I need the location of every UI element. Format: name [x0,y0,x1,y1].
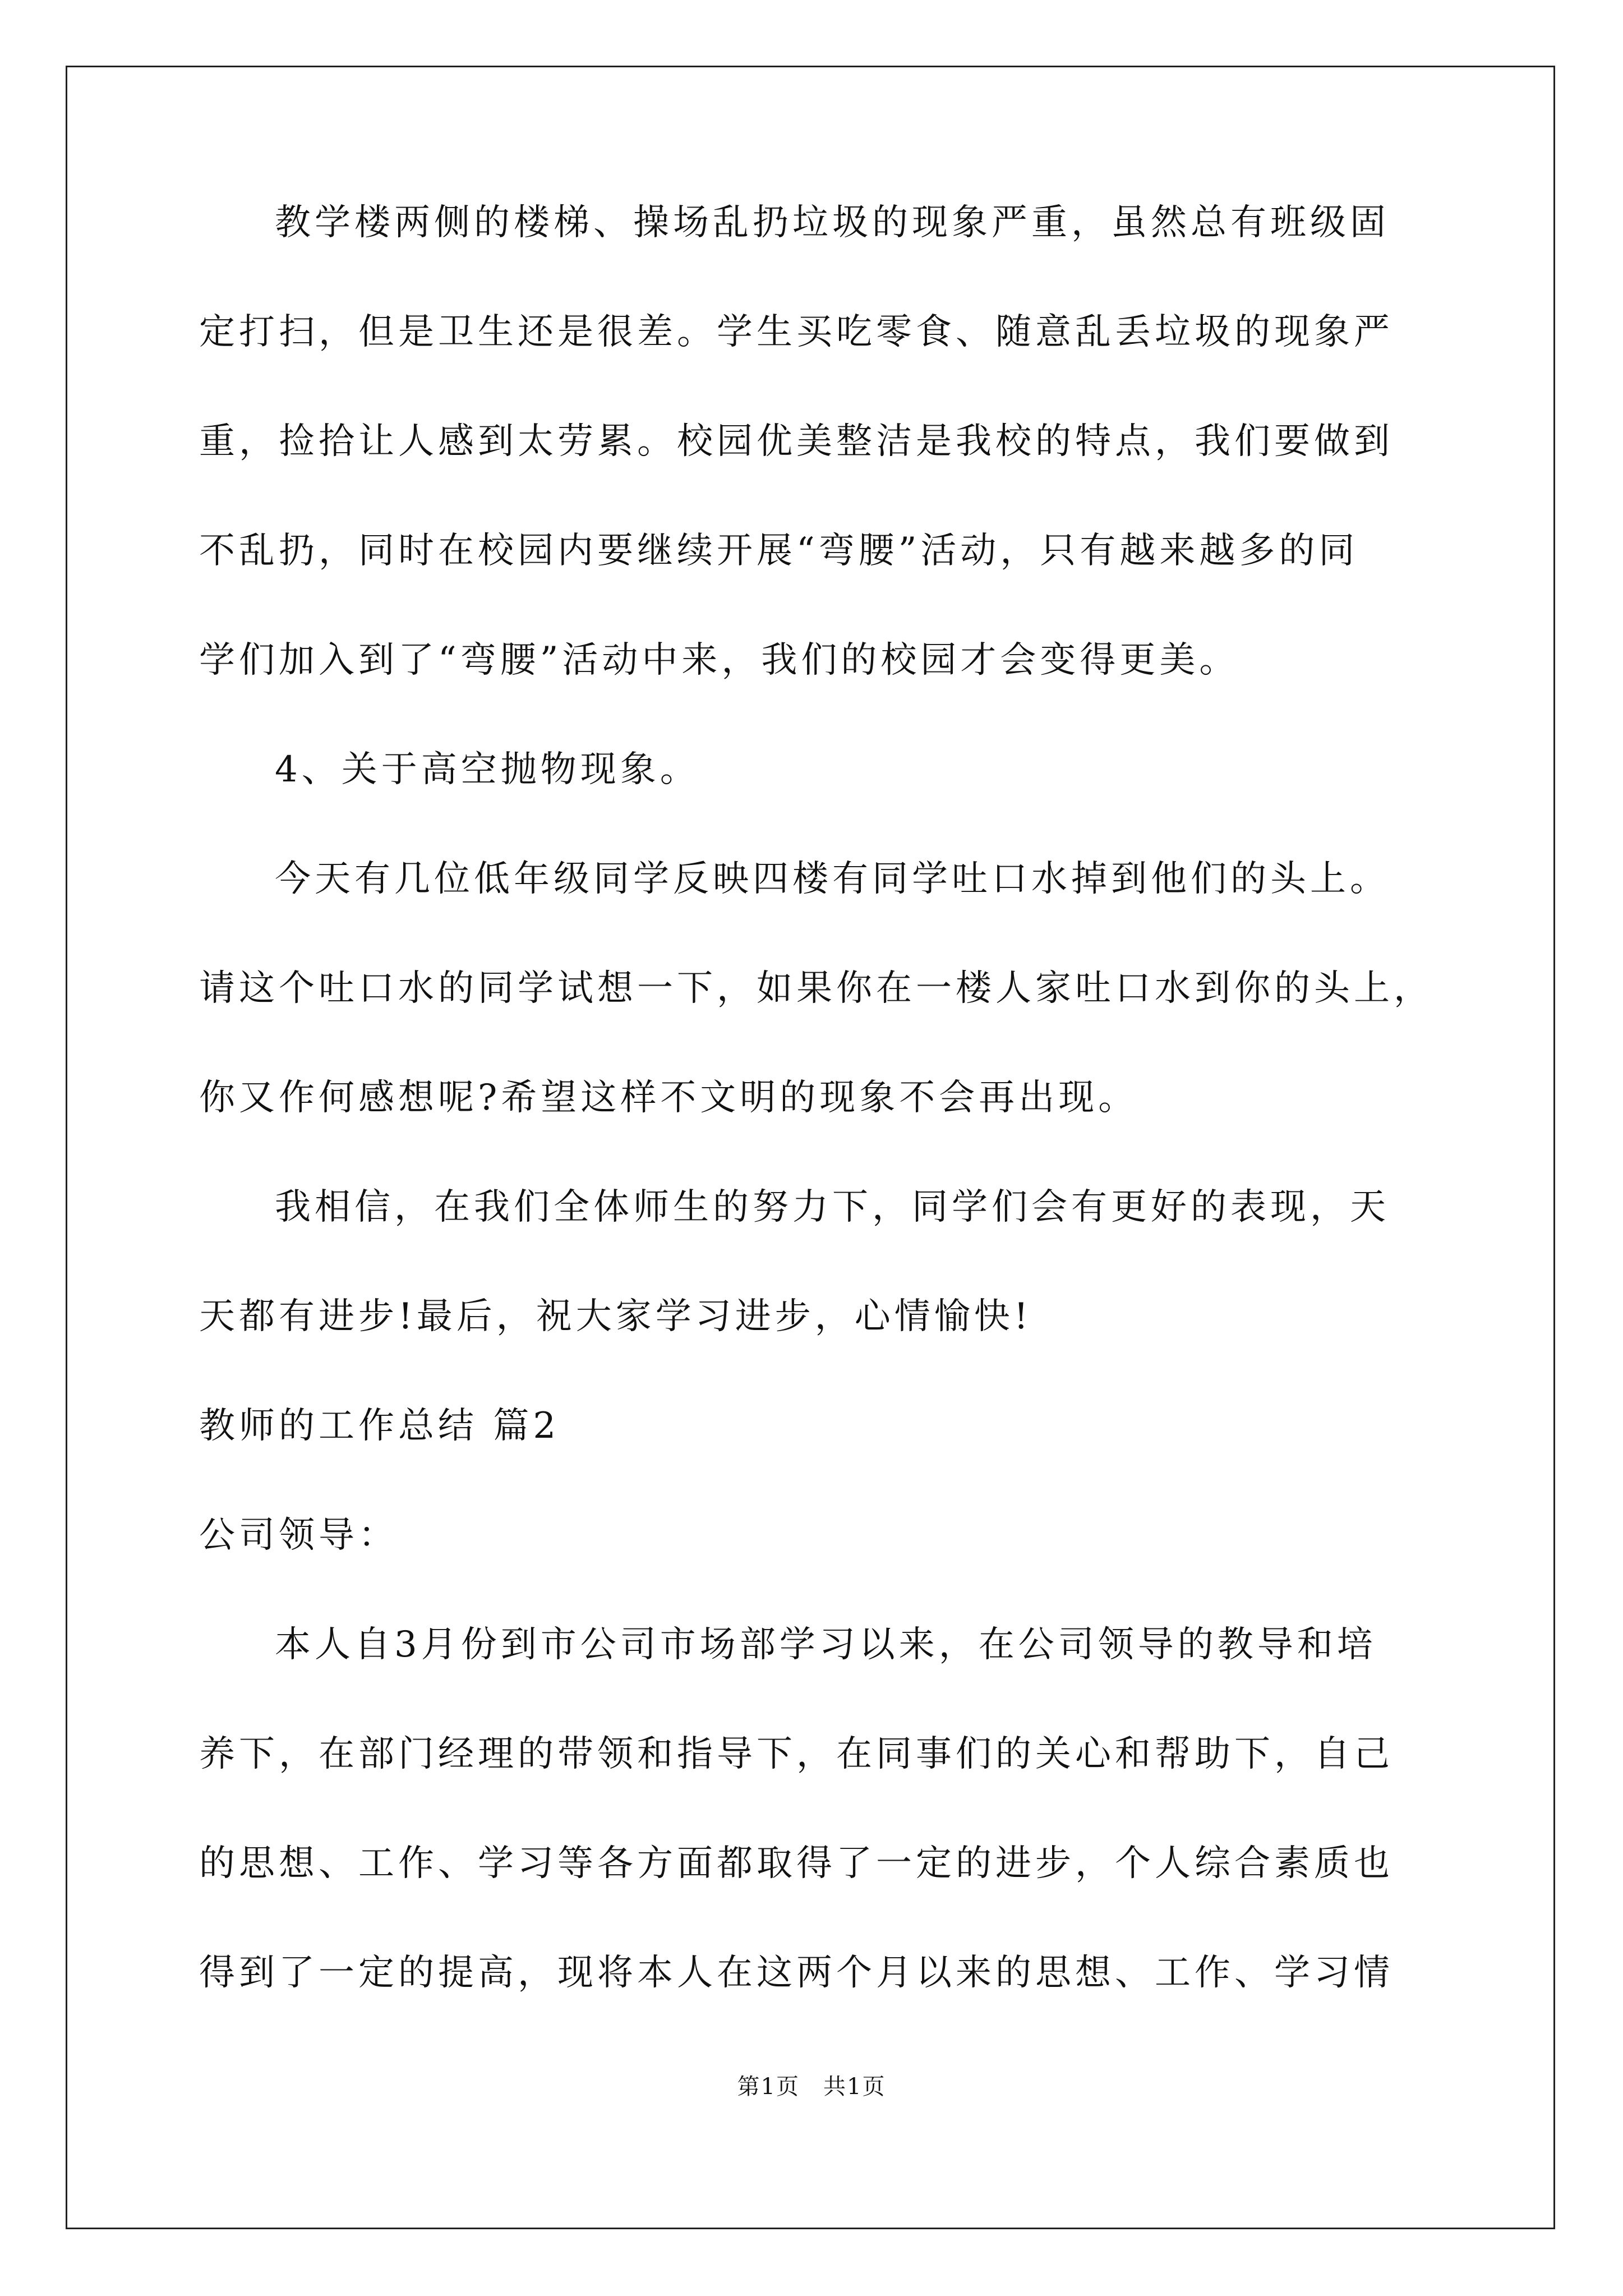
paragraph-line: 养下，在部门经理的带领和指导下，在同事们的关心和帮助下，自己 [199,1733,1394,1775]
paragraph-line: 天都有进步!最后，祝大家学习进步，心情愉快! [199,1296,1032,1337]
paragraph-line: 本人自3月份到市公司市场部学习以来，在公司领导的教导和培 [275,1624,1377,1665]
paragraph-line: 不乱扔，同时在校园内要继续开展“弯腰”活动，只有越来越多的同 [199,530,1359,572]
section-heading: 教师的工作总结 篇2 [199,1405,560,1447]
paragraph-line: 重，捡拾让人感到太劳累。校园优美整洁是我校的特点，我们要做到 [199,421,1394,462]
page-number: 第1页 共1页 [737,2074,886,2100]
list-item-heading: 4、关于高空抛物现象。 [275,749,700,790]
paragraph-line: 学们加入到了“弯腰”活动中来，我们的校园才会变得更美。 [199,639,1239,681]
paragraph-line: 的思想、工作、学习等各方面都取得了一定的进步，个人综合素质也 [199,1843,1394,1884]
paragraph-line: 教学楼两侧的楼梯、操场乱扔垃圾的现象严重，虽然总有班级固 [275,202,1390,243]
paragraph-line: 请这个吐口水的同学试想一下，如果你在一楼人家吐口水到你的头上， [199,968,1433,1009]
paragraph-line: 我相信，在我们全体师生的努力下，同学们会有更好的表现，天 [275,1186,1390,1228]
paragraph-line: 定打扫，但是卫生还是很差。学生买吃零食、随意乱丢垃圾的现象严 [199,311,1394,353]
paragraph-line: 今天有几位低年级同学反映四楼有同学吐口水掉到他们的头上。 [275,858,1390,900]
page-border [66,66,1555,2229]
salutation: 公司领导： [199,1515,398,1556]
paragraph-line: 得到了一定的提高，现将本人在这两个月以来的思想、工作、学习情 [199,1952,1394,1994]
paragraph-line: 你又作何感想呢?希望这样不文明的现象不会再出现。 [199,1077,1138,1119]
